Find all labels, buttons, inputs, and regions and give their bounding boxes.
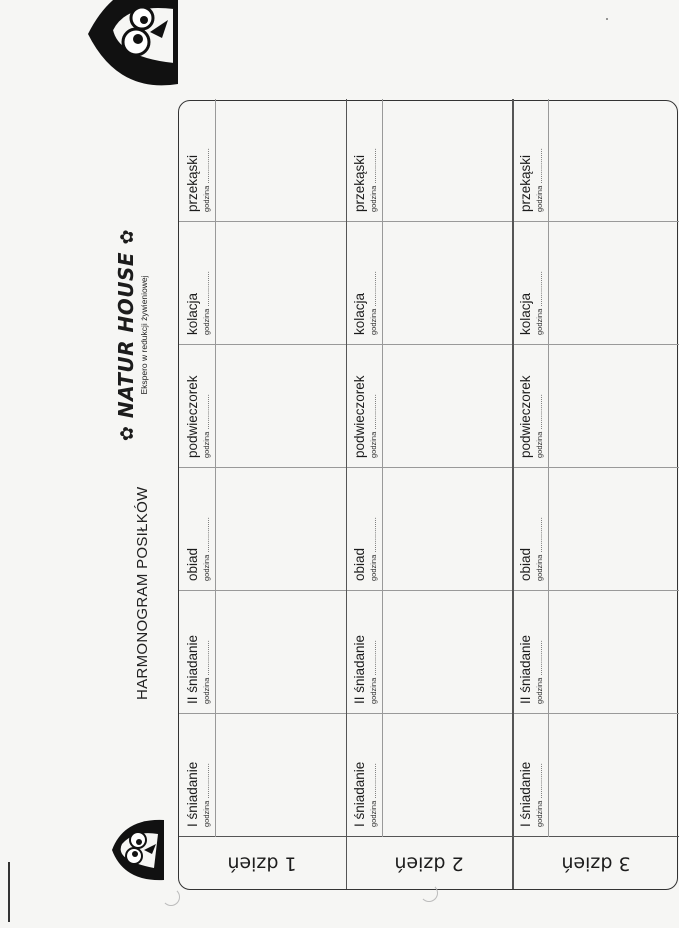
document-title: HARMONOGRAM POSIŁKÓW bbox=[134, 486, 151, 700]
meal-name: kolacja bbox=[518, 292, 534, 335]
meal-header bbox=[512, 714, 548, 837]
meal-name: podwieczorek bbox=[518, 375, 534, 458]
meal-cell bbox=[548, 468, 679, 591]
meal-header bbox=[346, 591, 382, 714]
time-field-label: godzina ................. bbox=[368, 271, 378, 335]
mascot-icon bbox=[94, 810, 174, 890]
meal-name: przekąski bbox=[351, 154, 367, 212]
schedule-table bbox=[178, 100, 678, 890]
meal-name: obiad bbox=[518, 547, 534, 581]
meal-name: obiad bbox=[185, 547, 200, 581]
meal-header bbox=[179, 222, 215, 345]
time-field-label: godzina ................. bbox=[202, 271, 211, 335]
time-field-label: godzina ................. bbox=[535, 148, 545, 212]
meal-cell bbox=[215, 99, 346, 222]
time-field-label: godzina ................. bbox=[535, 517, 545, 581]
meal-name: podwieczorek bbox=[351, 375, 367, 458]
time-field-label: godzina ................. bbox=[202, 148, 211, 212]
meal-schedule-sheet bbox=[90, 90, 631, 890]
meal-name: kolacja bbox=[351, 292, 367, 335]
time-field-label: godzina ................. bbox=[202, 763, 211, 827]
mascot-icon bbox=[78, 0, 188, 94]
meal-header bbox=[512, 345, 548, 468]
time-field-label: godzina ................. bbox=[535, 640, 545, 704]
day-label bbox=[512, 837, 679, 889]
meal-cell bbox=[548, 714, 679, 837]
meal-name: II śniadanie bbox=[185, 634, 200, 704]
meal-header bbox=[179, 714, 215, 837]
meal-header bbox=[346, 468, 382, 591]
time-field-label: godzina ................. bbox=[368, 394, 378, 458]
meal-cell bbox=[382, 591, 513, 714]
meal-cell bbox=[215, 714, 346, 837]
meal-header bbox=[179, 468, 215, 591]
meal-name: przekąski bbox=[518, 154, 534, 212]
meal-header bbox=[346, 345, 382, 468]
time-field-label: godzina ................. bbox=[368, 517, 378, 581]
time-field-label: godzina ................. bbox=[368, 148, 378, 212]
time-field-label: godzina ................. bbox=[202, 394, 211, 458]
meal-cell bbox=[382, 714, 513, 837]
meal-header bbox=[512, 591, 548, 714]
meal-header bbox=[346, 222, 382, 345]
meal-name: I śniadanie bbox=[185, 761, 200, 827]
meal-cell bbox=[215, 468, 346, 591]
meal-header bbox=[346, 714, 382, 837]
meal-header bbox=[179, 591, 215, 714]
meal-cell bbox=[215, 591, 346, 714]
flower-icon: ✿ bbox=[117, 425, 138, 442]
time-field-label: godzina ................. bbox=[535, 271, 545, 335]
meal-header bbox=[512, 99, 548, 222]
meal-name: kolacja bbox=[185, 292, 200, 335]
time-field-label: godzina ................. bbox=[535, 763, 545, 827]
meal-header bbox=[512, 222, 548, 345]
day-label bbox=[346, 837, 513, 889]
meal-cell bbox=[382, 99, 513, 222]
meal-name: II śniadanie bbox=[351, 634, 367, 704]
punch-hole bbox=[162, 888, 180, 906]
punch-hole bbox=[420, 884, 438, 902]
meal-header bbox=[346, 99, 382, 222]
header-row bbox=[90, 90, 170, 890]
meal-header bbox=[179, 99, 215, 222]
day-label bbox=[179, 837, 346, 889]
brand-name: NATUR HOUSE bbox=[114, 251, 138, 419]
brand-logo bbox=[114, 220, 149, 450]
time-field-label: godzina ................. bbox=[202, 640, 211, 704]
day-label-text: 2 dzień bbox=[394, 851, 464, 874]
meal-cell bbox=[382, 222, 513, 345]
meal-name: II śniadanie bbox=[518, 634, 534, 704]
meal-name: podwieczorek bbox=[185, 375, 200, 458]
margin-mark bbox=[8, 862, 10, 922]
meal-header bbox=[512, 468, 548, 591]
meal-header bbox=[179, 345, 215, 468]
meal-name: przekąski bbox=[185, 154, 200, 212]
time-field-label: godzina ................. bbox=[535, 394, 545, 458]
meal-cell bbox=[548, 99, 679, 222]
time-field-label: godzina ................. bbox=[202, 517, 211, 581]
time-field-label: godzina ................. bbox=[368, 763, 378, 827]
meal-cell bbox=[548, 591, 679, 714]
meal-cell bbox=[382, 468, 513, 591]
meal-cell bbox=[215, 222, 346, 345]
flower-icon: ✿ bbox=[117, 228, 138, 245]
day-label-text: 3 dzień bbox=[561, 851, 631, 874]
meal-name: I śniadanie bbox=[351, 761, 367, 827]
meal-name: I śniadanie bbox=[518, 761, 534, 827]
day-label-text: 1 dzień bbox=[227, 851, 297, 874]
meal-cell bbox=[548, 345, 679, 468]
speck bbox=[606, 18, 608, 20]
meal-cell bbox=[382, 345, 513, 468]
meal-cell bbox=[215, 345, 346, 468]
brand-tagline: Ekspero w redukcji żywieniowej bbox=[139, 275, 149, 395]
meal-name: obiad bbox=[351, 547, 367, 581]
time-field-label: godzina ................. bbox=[368, 640, 378, 704]
meal-cell bbox=[548, 222, 679, 345]
